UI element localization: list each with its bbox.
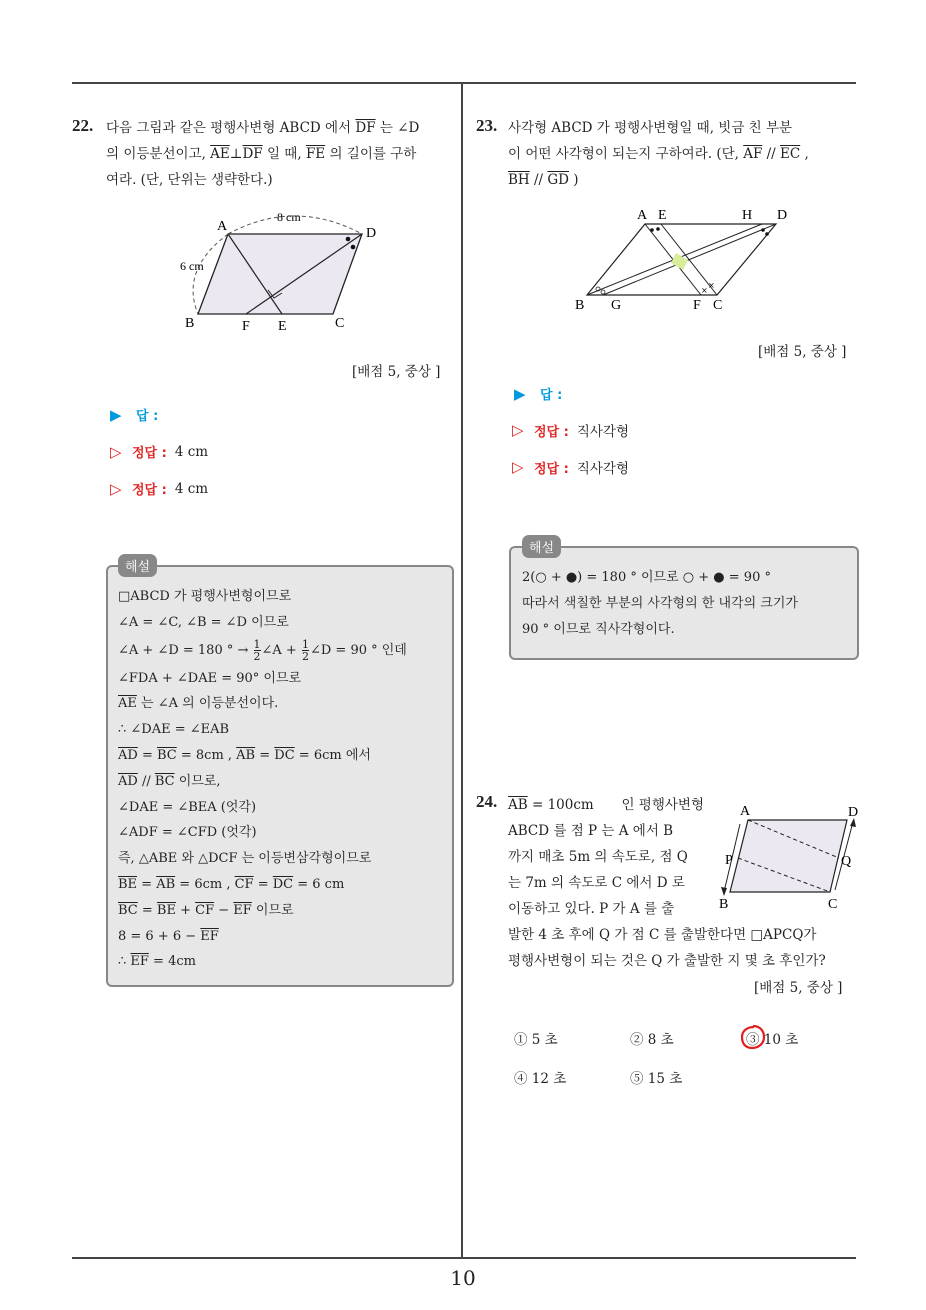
- sol-line: ∴ ∠DAE = ∠EAB: [118, 722, 230, 738]
- outline-triangle-icon: ▷: [110, 442, 122, 461]
- answer-label: 답 :: [540, 388, 563, 403]
- label-b: B: [719, 897, 729, 912]
- sol-line: ∠A = ∠C, ∠B = ∠D 이므로: [118, 614, 289, 630]
- fraction: $\frac{1}{2}$: [301, 637, 309, 663]
- q23-text: [508, 115, 860, 193]
- correct-label: 정답 :: [132, 483, 167, 498]
- sol-line: $8 = 6 + 6 - \overline{EF}$: [118, 928, 219, 944]
- sol-line: 즉, △ABE 와 △DCF 는 이등변삼각형이므로: [118, 851, 372, 867]
- q24-text-narrow: [508, 792, 704, 922]
- q24-line-4: 는 7m 의 속도로 C 에서 D 로: [508, 875, 685, 891]
- label-q: Q: [841, 854, 852, 869]
- parallelogram-abcd: [730, 820, 847, 892]
- label-b: B: [185, 316, 195, 331]
- sol-line: $\overline{AD} // \overline{BC}$ 이므로,: [118, 773, 221, 789]
- sol-line: ∴ $\overline{EF} = 4cm$: [118, 954, 196, 970]
- bottom-rule: [72, 1257, 856, 1259]
- sol-line: $\overline{BC} = \overline{BE} + \overline{CF} - \overline{EF}$ 이므로: [118, 902, 294, 918]
- sol-line: 따라서 색칠한 부분의 사각형의 한 내각의 크기가: [522, 595, 798, 611]
- circle-mark: [601, 290, 605, 294]
- correct-value: 4 cm: [174, 480, 209, 497]
- q24-line-5: 이동하고 있다. P 가 A 를 출: [508, 901, 675, 917]
- q23-correct-row-2: [512, 457, 629, 477]
- q22-score: [배점 5, 중상 ]: [352, 364, 441, 380]
- outline-triangle-icon: ▷: [110, 479, 122, 498]
- correct-label: 정답 :: [132, 446, 167, 461]
- cross-mark: ×: [701, 286, 708, 295]
- page-number: 10: [450, 1266, 476, 1290]
- sol-line: ∠DAE = ∠BEA (엇각): [118, 799, 257, 815]
- label-h: H: [742, 208, 753, 223]
- label-c: C: [335, 316, 345, 331]
- q24-text-wide: [508, 922, 863, 974]
- dot-mark: [656, 227, 660, 231]
- label-d: D: [366, 226, 377, 241]
- sol-line: $\overline{AE}$ 는 ∠A 의 이등분선이다.: [118, 696, 279, 712]
- arrow-down-head: [721, 887, 727, 896]
- q22-line-2: 의 이등분선이고, $\overline{AE}\perp\overline{DF}$ 일 때, $\overline{FE}$ 의 길이를 구하: [106, 146, 417, 162]
- correct-value: 직사각형: [576, 424, 630, 440]
- q24-line-7: 평행사변형이 되는 것은 Q 가 출발한 지 몇 초 후인가?: [508, 953, 826, 969]
- parallelogram-abcd: [198, 234, 362, 314]
- choice-2[interactable]: ② 8 초: [630, 1032, 674, 1048]
- q23-answer-row: [514, 384, 562, 403]
- q24-score: [배점 5, 중상 ]: [754, 980, 843, 996]
- sol-line: ∠A + ∠D = 180 ° → $\frac{1}{2}$ ∠A + $\frac{1}{2}$ ∠D = 90 ° 인데: [118, 637, 407, 663]
- q22-line-3: 여라. (단, 단위는 생략한다.): [106, 172, 273, 188]
- label-8cm: 8 cm: [277, 210, 301, 224]
- q22-line-1: 다음 그림과 같은 평행사변형 ABCD 에서 $\overline{DF}$ 는 ∠D: [106, 120, 420, 136]
- angle-dot-1: [346, 237, 351, 242]
- dot-mark: [765, 232, 769, 236]
- q22-correct-row-2: [110, 479, 208, 498]
- q23-figure: [570, 200, 810, 318]
- label-a: A: [217, 219, 228, 234]
- label-g: G: [611, 298, 622, 313]
- correct-label: 정답 :: [534, 424, 569, 440]
- sol-line: $\overline{BE} = \overline{AB} = 6cm$ , $\overline{CF} = \overline{DC} = 6$ cm: [118, 876, 345, 892]
- answer-mark-circle-icon: [739, 1023, 767, 1051]
- top-rule: [72, 82, 856, 84]
- answer-label: 답 :: [136, 409, 159, 424]
- q22-correct-row-1: [110, 442, 208, 461]
- q24-number: 24.: [476, 792, 498, 811]
- correct-value: 4 cm: [174, 443, 209, 460]
- sol-line: □ABCD 가 평행사변형이므로: [118, 589, 292, 604]
- q23-score: [배점 5, 중상 ]: [758, 344, 847, 360]
- label-a: A: [637, 208, 648, 223]
- sol-line: 2(○ + ●) = 180 ° 이므로 ○ + ● = 90 °: [522, 570, 771, 585]
- outline-triangle-icon: ▷: [512, 421, 524, 439]
- angle-dot-2: [351, 245, 356, 250]
- q24-line-2: ABCD 를 점 P 는 A 에서 B: [508, 823, 674, 839]
- sol-line: $\overline{AD} = \overline{BC} = 8cm$ , $\overline{AB} = \overline{DC} = 6cm$ 에서: [118, 747, 371, 763]
- q23-number: 23.: [476, 116, 498, 135]
- q24-line-3: 까지 매초 5m 의 속도로, 점 Q: [508, 849, 688, 865]
- label-c: C: [828, 897, 838, 912]
- label-a: A: [740, 804, 751, 819]
- label-c: C: [713, 298, 723, 313]
- q22-text: [106, 115, 456, 193]
- label-d: D: [848, 805, 859, 820]
- play-icon: ▶: [514, 384, 526, 403]
- column-divider: [461, 83, 463, 1258]
- q23-solution-lines: [522, 565, 798, 642]
- sol-line: ∠ADF = ∠CFD (엇각): [118, 825, 257, 841]
- play-icon: ▶: [110, 405, 122, 424]
- sol-line: ∠FDA + ∠DAE = 90° 이므로: [118, 670, 302, 686]
- fraction: $\frac{1}{2}$: [253, 637, 261, 663]
- correct-label: 정답 :: [534, 461, 569, 477]
- q24-figure: [712, 798, 872, 916]
- label-b: B: [575, 298, 585, 313]
- label-6cm: 6 cm: [180, 259, 204, 273]
- label-e: E: [658, 208, 667, 223]
- q23-line-1: 사각형 ABCD 가 평행사변형일 때, 빗금 친 부분: [508, 120, 793, 136]
- sol-line: 90 ° 이므로 직사각형이다.: [522, 621, 675, 637]
- q23-line-3: $\overline{BH} // \overline{GD}$ ): [508, 172, 579, 188]
- q22-solution-lines: [118, 584, 407, 975]
- q22-solution-tag: 해설: [118, 554, 157, 577]
- label-e: E: [278, 319, 287, 334]
- dot-mark: [650, 228, 654, 232]
- label-p: P: [725, 853, 733, 868]
- q22-figure: [170, 200, 400, 340]
- outline-triangle-icon: ▷: [512, 458, 524, 476]
- q23-line-2: 이 어떤 사각형이 되는지 구하여라. (단, $\overline{AF} // \overline{EC}$ ,: [508, 146, 809, 162]
- label-f: F: [693, 298, 701, 313]
- choice-3[interactable]: ③ 10 초: [746, 1032, 799, 1048]
- q22-number: 22.: [72, 116, 94, 135]
- label-d: D: [777, 208, 788, 223]
- dot-mark: [761, 228, 765, 232]
- choice-4[interactable]: ④ 12 초: [514, 1071, 567, 1087]
- correct-value: 직사각형: [576, 461, 630, 477]
- label-f: F: [242, 319, 250, 334]
- cross-mark: ×: [708, 281, 715, 290]
- q23-solution-tag: 해설: [522, 535, 561, 558]
- choice-1[interactable]: ① 5 초: [514, 1032, 558, 1048]
- q22-answer-row: [110, 405, 158, 424]
- q23-correct-row-1: [512, 420, 629, 440]
- segment-gd: [603, 224, 776, 295]
- q24-line-6: 발한 4 초 후에 Q 가 점 C 를 출발한다면 □APCQ가: [508, 927, 817, 943]
- choice-5[interactable]: ⑤ 15 초: [630, 1071, 683, 1087]
- q24-line-1: $\overline{AB} = 100cm$ 인 평행사변형: [508, 797, 704, 813]
